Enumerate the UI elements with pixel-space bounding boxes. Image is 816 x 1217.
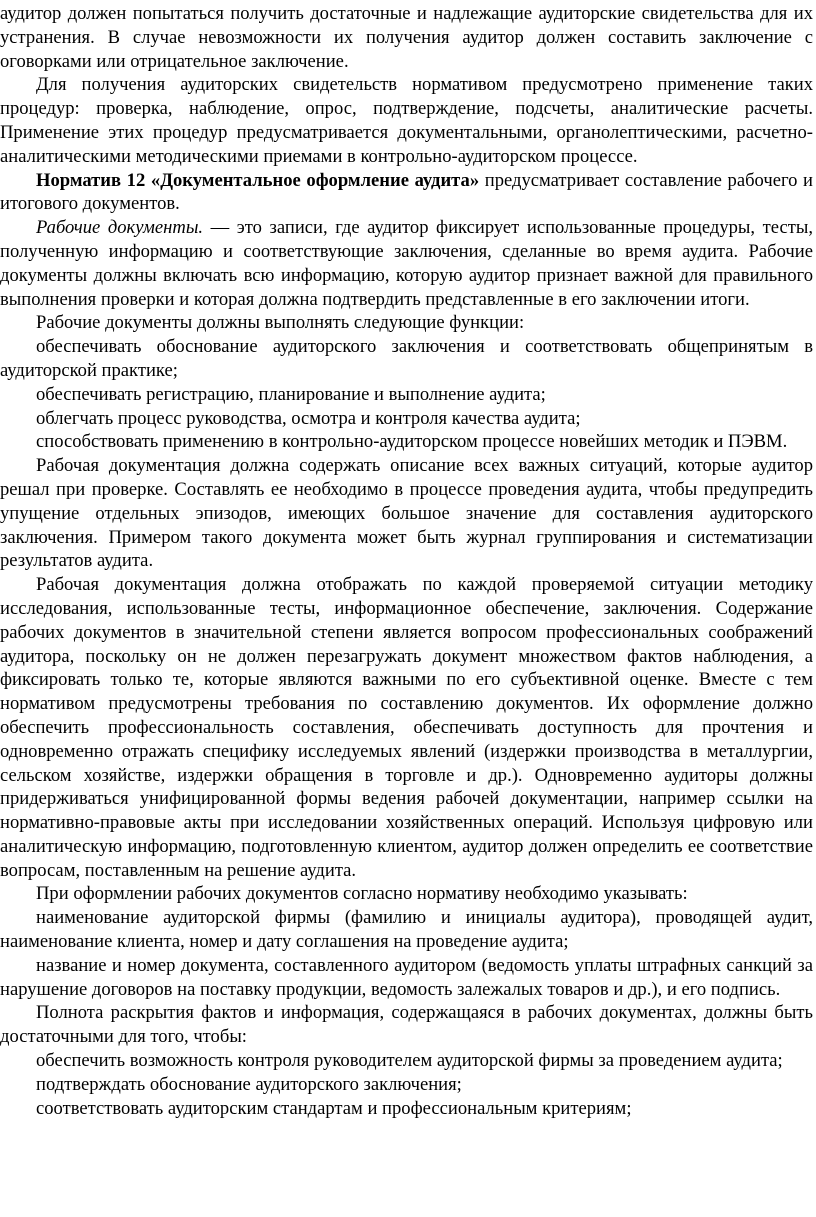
- paragraph-procedures: Для получения аудиторских свидетельств нормативом предусмотрено применение таких процедур: проверка, наблюдение, опрос, подтверждение, подсчеты, аналитические расчеты. Применение этих процедур предусматривается документальными, органолептическими, расчетно-аналитическими методическими приемами в контрольно-аудиторском процессе.: [0, 74, 813, 167]
- paragraph-standard-12: [0, 169, 813, 217]
- paragraph-continuation: аудитор должен попытаться получить достаточные и надлежащие аудиторские свидетельства для их устранения. В случае невозможности их получения аудитор должен составить заключение с оговорками или отрицательное заключение.: [0, 3, 813, 72]
- list-item-completeness-3: соответствовать аудиторским стандартам и профессиональным критериям;: [36, 1097, 632, 1119]
- list-item-function-4: способствовать применению в контрольно-аудиторском процессе новейших методик и ПЭВМ.: [36, 431, 788, 453]
- paragraph-working-docs-methodology: Рабочая документация должна отображать по каждой проверяемой ситуации методику исследования, использованные тесты, информационное обеспечение, заключения. Содержание рабочих документов в значительной степени является вопросом профессиональных соображений аудитора, поскольку он не должен перезагружать документ множеством фактов наблюдения, а фиксировать только те, которые являются важными по его субъективной оценке. Вместе с тем нормативом предусмотрены требования по составлению документов. Их оформление должно обеспечить профессиональность составления, обеспечивать доступность для прочтения и одновременно отражать специфику исследуемых явлений (издержки производства в металлургии, сельском хозяйстве, издержки обращения в торговле и др.). Одновременно аудиторы должны придерживаться унифицированной формы ведения рабочей документации, например ссылки на нормативно-правовые акты при исследовании хозяйственных операций. Используя цифровую или аналитическую информацию, подготовленную клиентом, аудитор должен определить ее соответствие вопросам, поставленным на решение аудита.: [0, 574, 813, 881]
- standard-12-text: предусматривает составление рабочего и итогового документов.: [0, 169, 813, 215]
- standard-12-title: Норматив 12 «Документальное оформление аудита»: [36, 169, 480, 191]
- working-docs-definition-text: — это записи, где аудитор фиксирует использованные процедуры, тесты, полученную информацию и соответствующие заключения, сделанные во время аудита. Рабочие документы должны включать всю информацию, которую аудитор признает важной для правильного выполнения проверки и которая должна подтвердить представленные в его заключении итоги.: [0, 217, 813, 310]
- paragraph-completeness-intro: Полнота раскрытия фактов и информация, содержащаяся в рабочих документах, должны быть достаточными для того, чтобы:: [0, 1002, 813, 1048]
- list-item-completeness-2: подтверждать обоснование аудиторского заключения;: [36, 1073, 462, 1095]
- list-item-requirement-2: название и номер документа, составленного аудитором (ведомость уплаты штрафных санкций за нарушение договоров на поставку продукции, ведомость залежалых товаров и др.), и его подпись.: [0, 954, 813, 1000]
- list-item-function-1: обеспечивать обоснование аудиторского заключения и соответствовать общепринятым в аудиторской практике;: [0, 336, 813, 381]
- paragraph-functions-intro: Рабочие документы должны выполнять следующие функции:: [36, 312, 525, 334]
- working-docs-term: Рабочие документы.: [36, 217, 204, 239]
- paragraph-requirements-intro: При оформлении рабочих документов согласно нормативу необходимо указывать:: [36, 883, 688, 905]
- list-item-requirement-1: наименование аудиторской фирмы (фамилию и инициалы аудитора), проводящей аудит, наименование клиента, номер и дату соглашения на проведение аудита;: [0, 907, 813, 953]
- paragraph-working-docs-content: Рабочая документация должна содержать описание всех важных ситуаций, которые аудитор решал при проверке. Составлять ее необходимо в процессе проведения аудита, чтобы предупредить упущение отдельных эпизодов, имеющих большое значение для составления аудиторского заключения. Примером такого документа может быть журнал группирования и систематизации результатов аудита.: [0, 455, 813, 572]
- list-item-completeness-1: обеспечить возможность контроля руководителем аудиторской фирмы за проведением аудита;: [36, 1050, 783, 1072]
- paragraph-working-docs-definition: [0, 216, 813, 311]
- list-item-function-3: облегчать процесс руководства, осмотра и контроля качества аудита;: [36, 407, 581, 429]
- list-item-function-2: обеспечивать регистрацию, планирование и выполнение аудита;: [36, 383, 546, 405]
